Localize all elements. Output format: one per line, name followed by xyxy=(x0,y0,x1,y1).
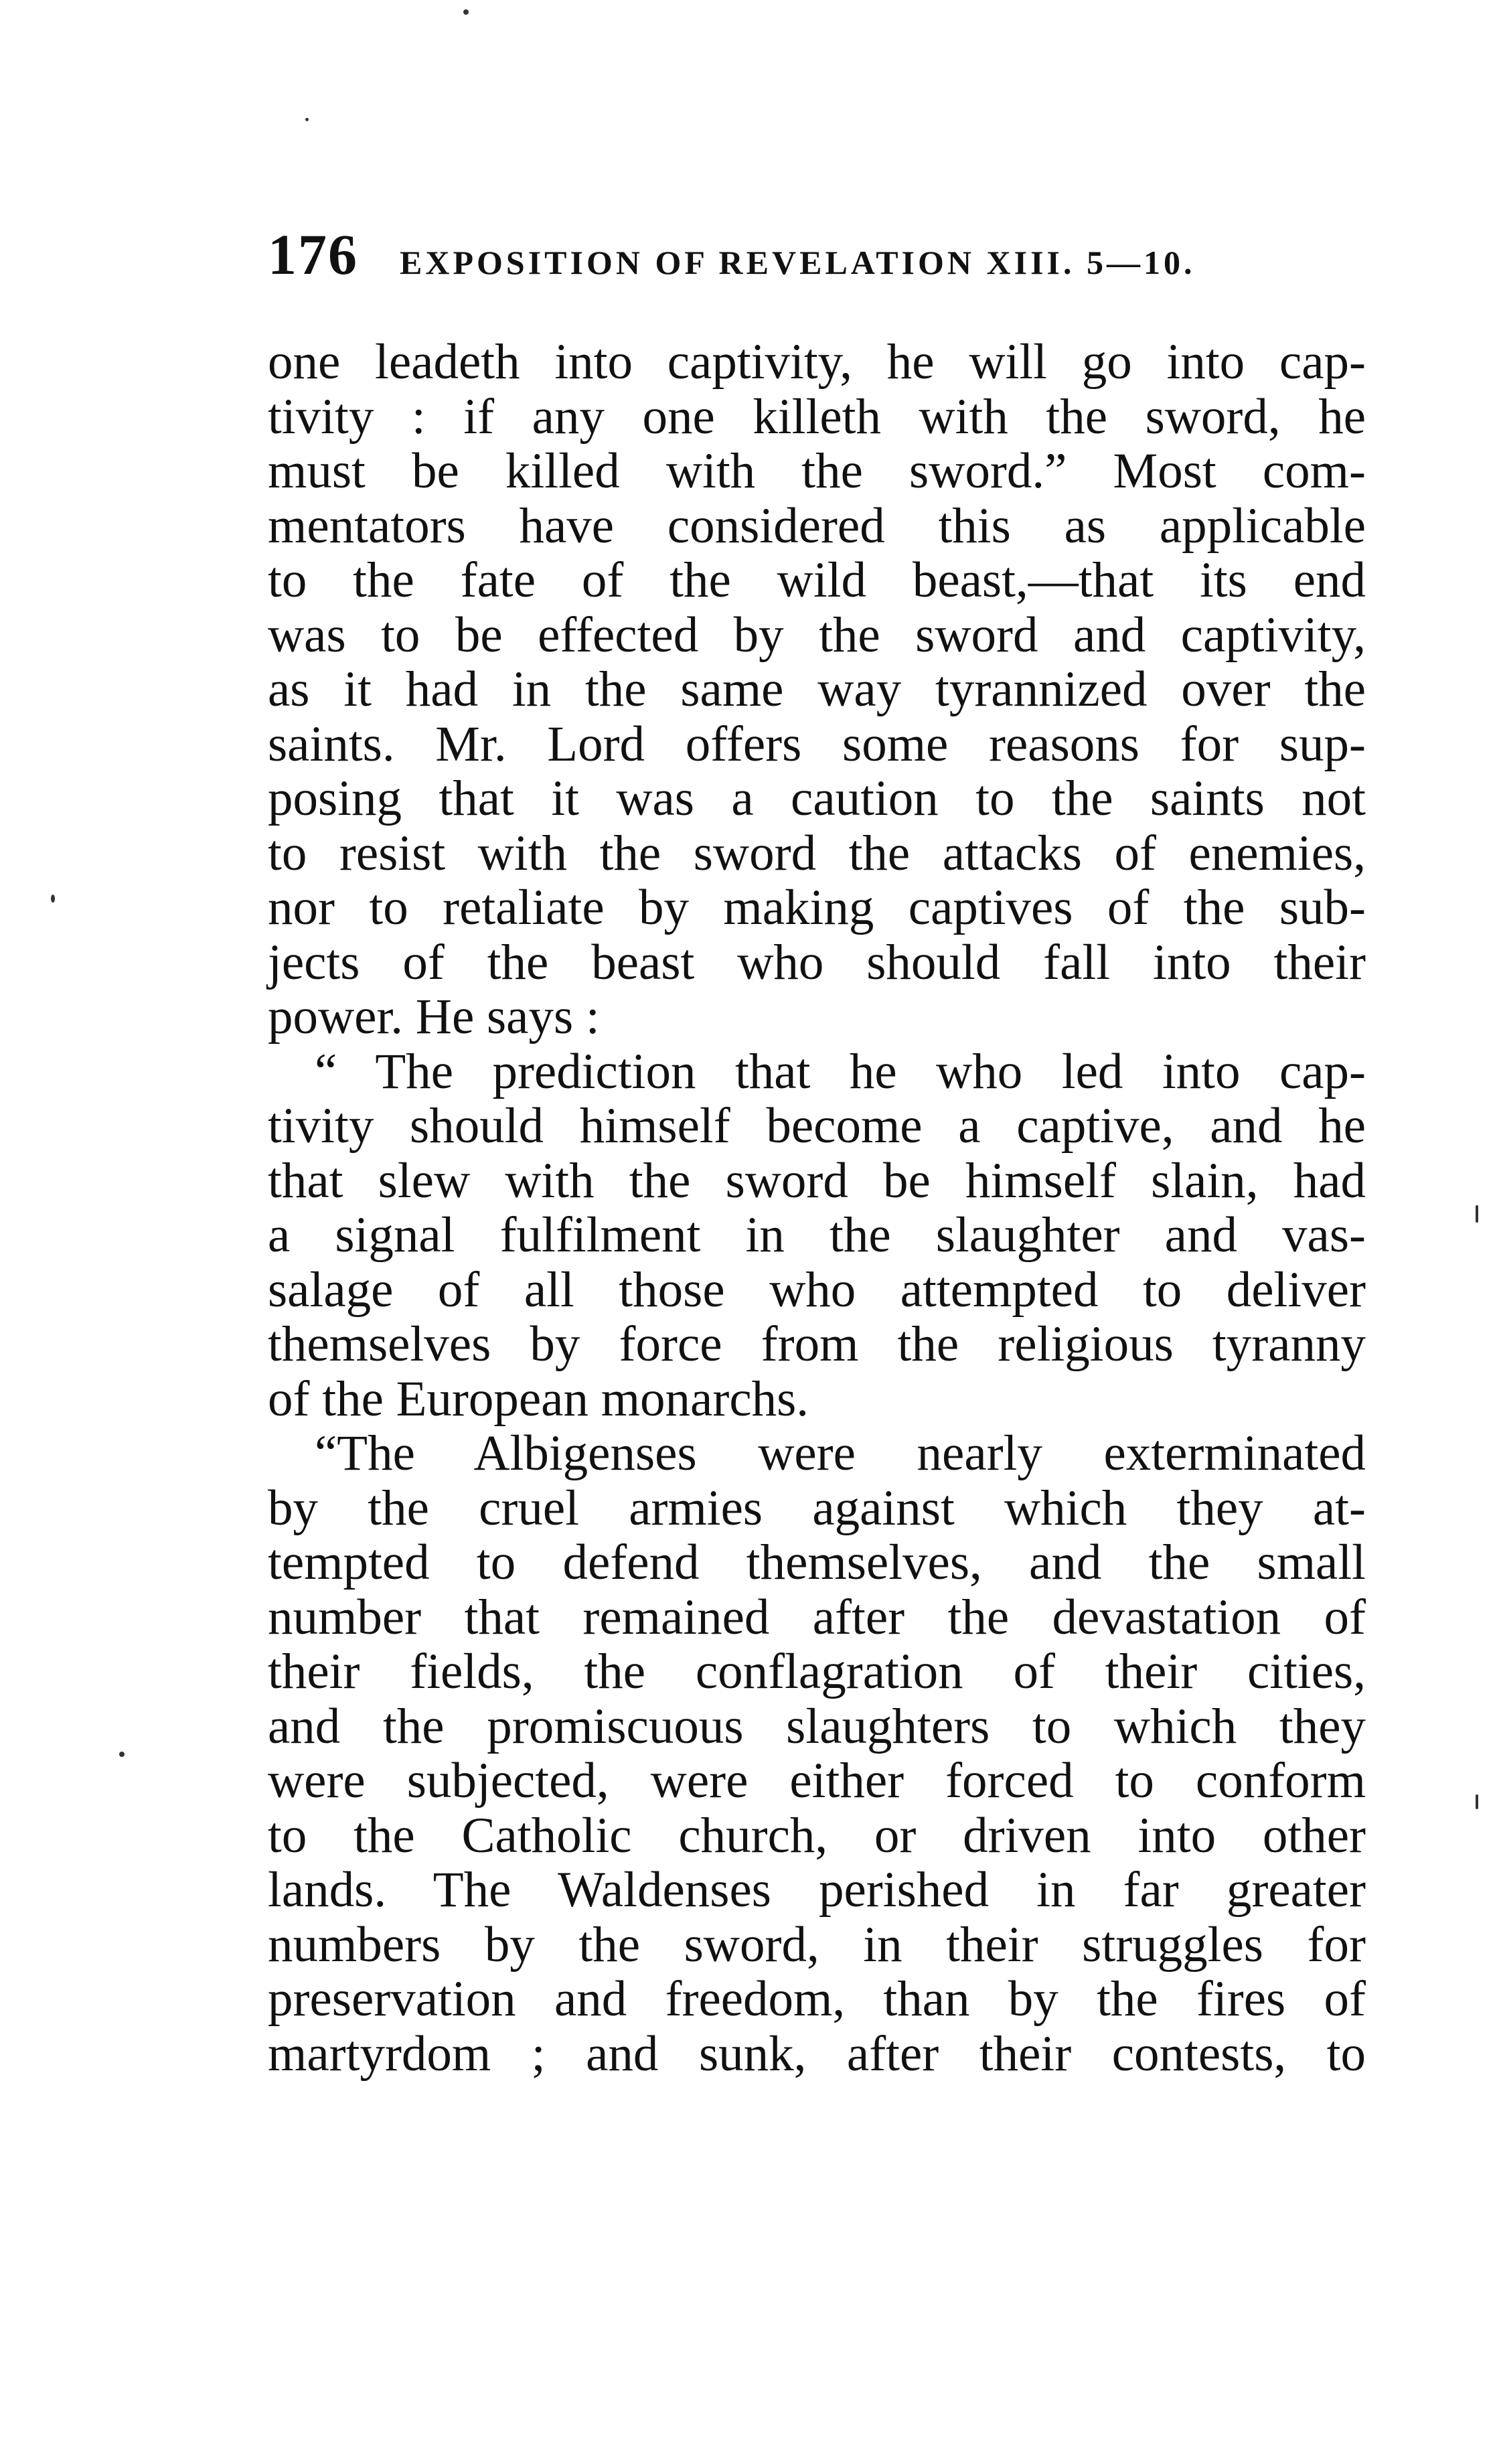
scan-speck xyxy=(305,118,309,121)
running-head: EXPOSITION OF REVELATION XIII. 5—10. xyxy=(400,244,1196,281)
scan-speck xyxy=(1476,1794,1478,1809)
text-line: preservation and freedom, than by the fires of xyxy=(268,1971,1366,2027)
text-line: a signal fulfilment in the slaughter and vas- xyxy=(268,1207,1366,1263)
text-line: themselves by force from the religious tyranny xyxy=(268,1316,1366,1372)
text-line: and the promiscuous slaughters to which they xyxy=(268,1698,1366,1754)
text-line: martyrdom ; and sunk, after their contests, to xyxy=(268,2025,1366,2082)
text-line: tivity should himself become a captive, and he xyxy=(268,1098,1366,1154)
text-line: one leadeth into captivity, he will go into cap- xyxy=(268,334,1366,390)
text-line: salage of all those who attempted to deliver xyxy=(268,1261,1366,1318)
scan-speck xyxy=(51,895,55,903)
text-line: numbers by the sword, in their struggles for xyxy=(268,1916,1366,1973)
text-line: by the cruel armies against which they at- xyxy=(268,1480,1366,1536)
text-line: as it had in the same way tyrannized over the xyxy=(268,662,1366,717)
text-line: were subjected, were either forced to conform xyxy=(268,1753,1366,1808)
text-line: their fields, the conflagration of their cities, xyxy=(268,1644,1366,1699)
scan-speck xyxy=(119,1752,125,1757)
scan-speck xyxy=(463,9,469,15)
text-line: number that remained after the devastation of xyxy=(268,1589,1366,1645)
text-line: “ The prediction that he who led into cap- xyxy=(315,1043,1366,1099)
text-line: tempted to defend themselves, and the small xyxy=(268,1535,1366,1590)
page-number: 176 xyxy=(268,222,358,287)
text-line: to the fate of the wild beast,—that its end xyxy=(268,552,1366,608)
text-line: jects of the beast who should fall into their xyxy=(268,934,1366,990)
text-line: mentators have considered this as applicable xyxy=(268,497,1366,554)
text-line: lands. The Waldenses perished in far greater xyxy=(268,1862,1366,1918)
text-line: power. He says : xyxy=(268,989,600,1045)
text-line: posing that it was a caution to the saints not xyxy=(268,771,1366,826)
body-text xyxy=(268,335,1366,2081)
text-line: to resist with the sword the attacks of enemies, xyxy=(268,825,1366,881)
text-line: tivity : if any one killeth with the sword, he xyxy=(268,388,1366,445)
text-line: nor to retaliate by making captives of the sub- xyxy=(268,880,1366,935)
text-line: to the Catholic church, or driven into other xyxy=(268,1807,1366,1863)
text-line: must be killed with the sword.” Most com- xyxy=(268,443,1366,499)
text-line: “The Albigenses were nearly exterminated xyxy=(315,1426,1366,1481)
scan-speck xyxy=(1476,1205,1478,1223)
text-line: was to be effected by the sword and captivity, xyxy=(268,607,1366,663)
text-line: that slew with the sword be himself slain, had xyxy=(268,1152,1366,1209)
text-line: of the European monarchs. xyxy=(268,1371,809,1427)
page-header xyxy=(268,221,1372,295)
text-line: saints. Mr. Lord offers some reasons for sup- xyxy=(268,716,1366,772)
